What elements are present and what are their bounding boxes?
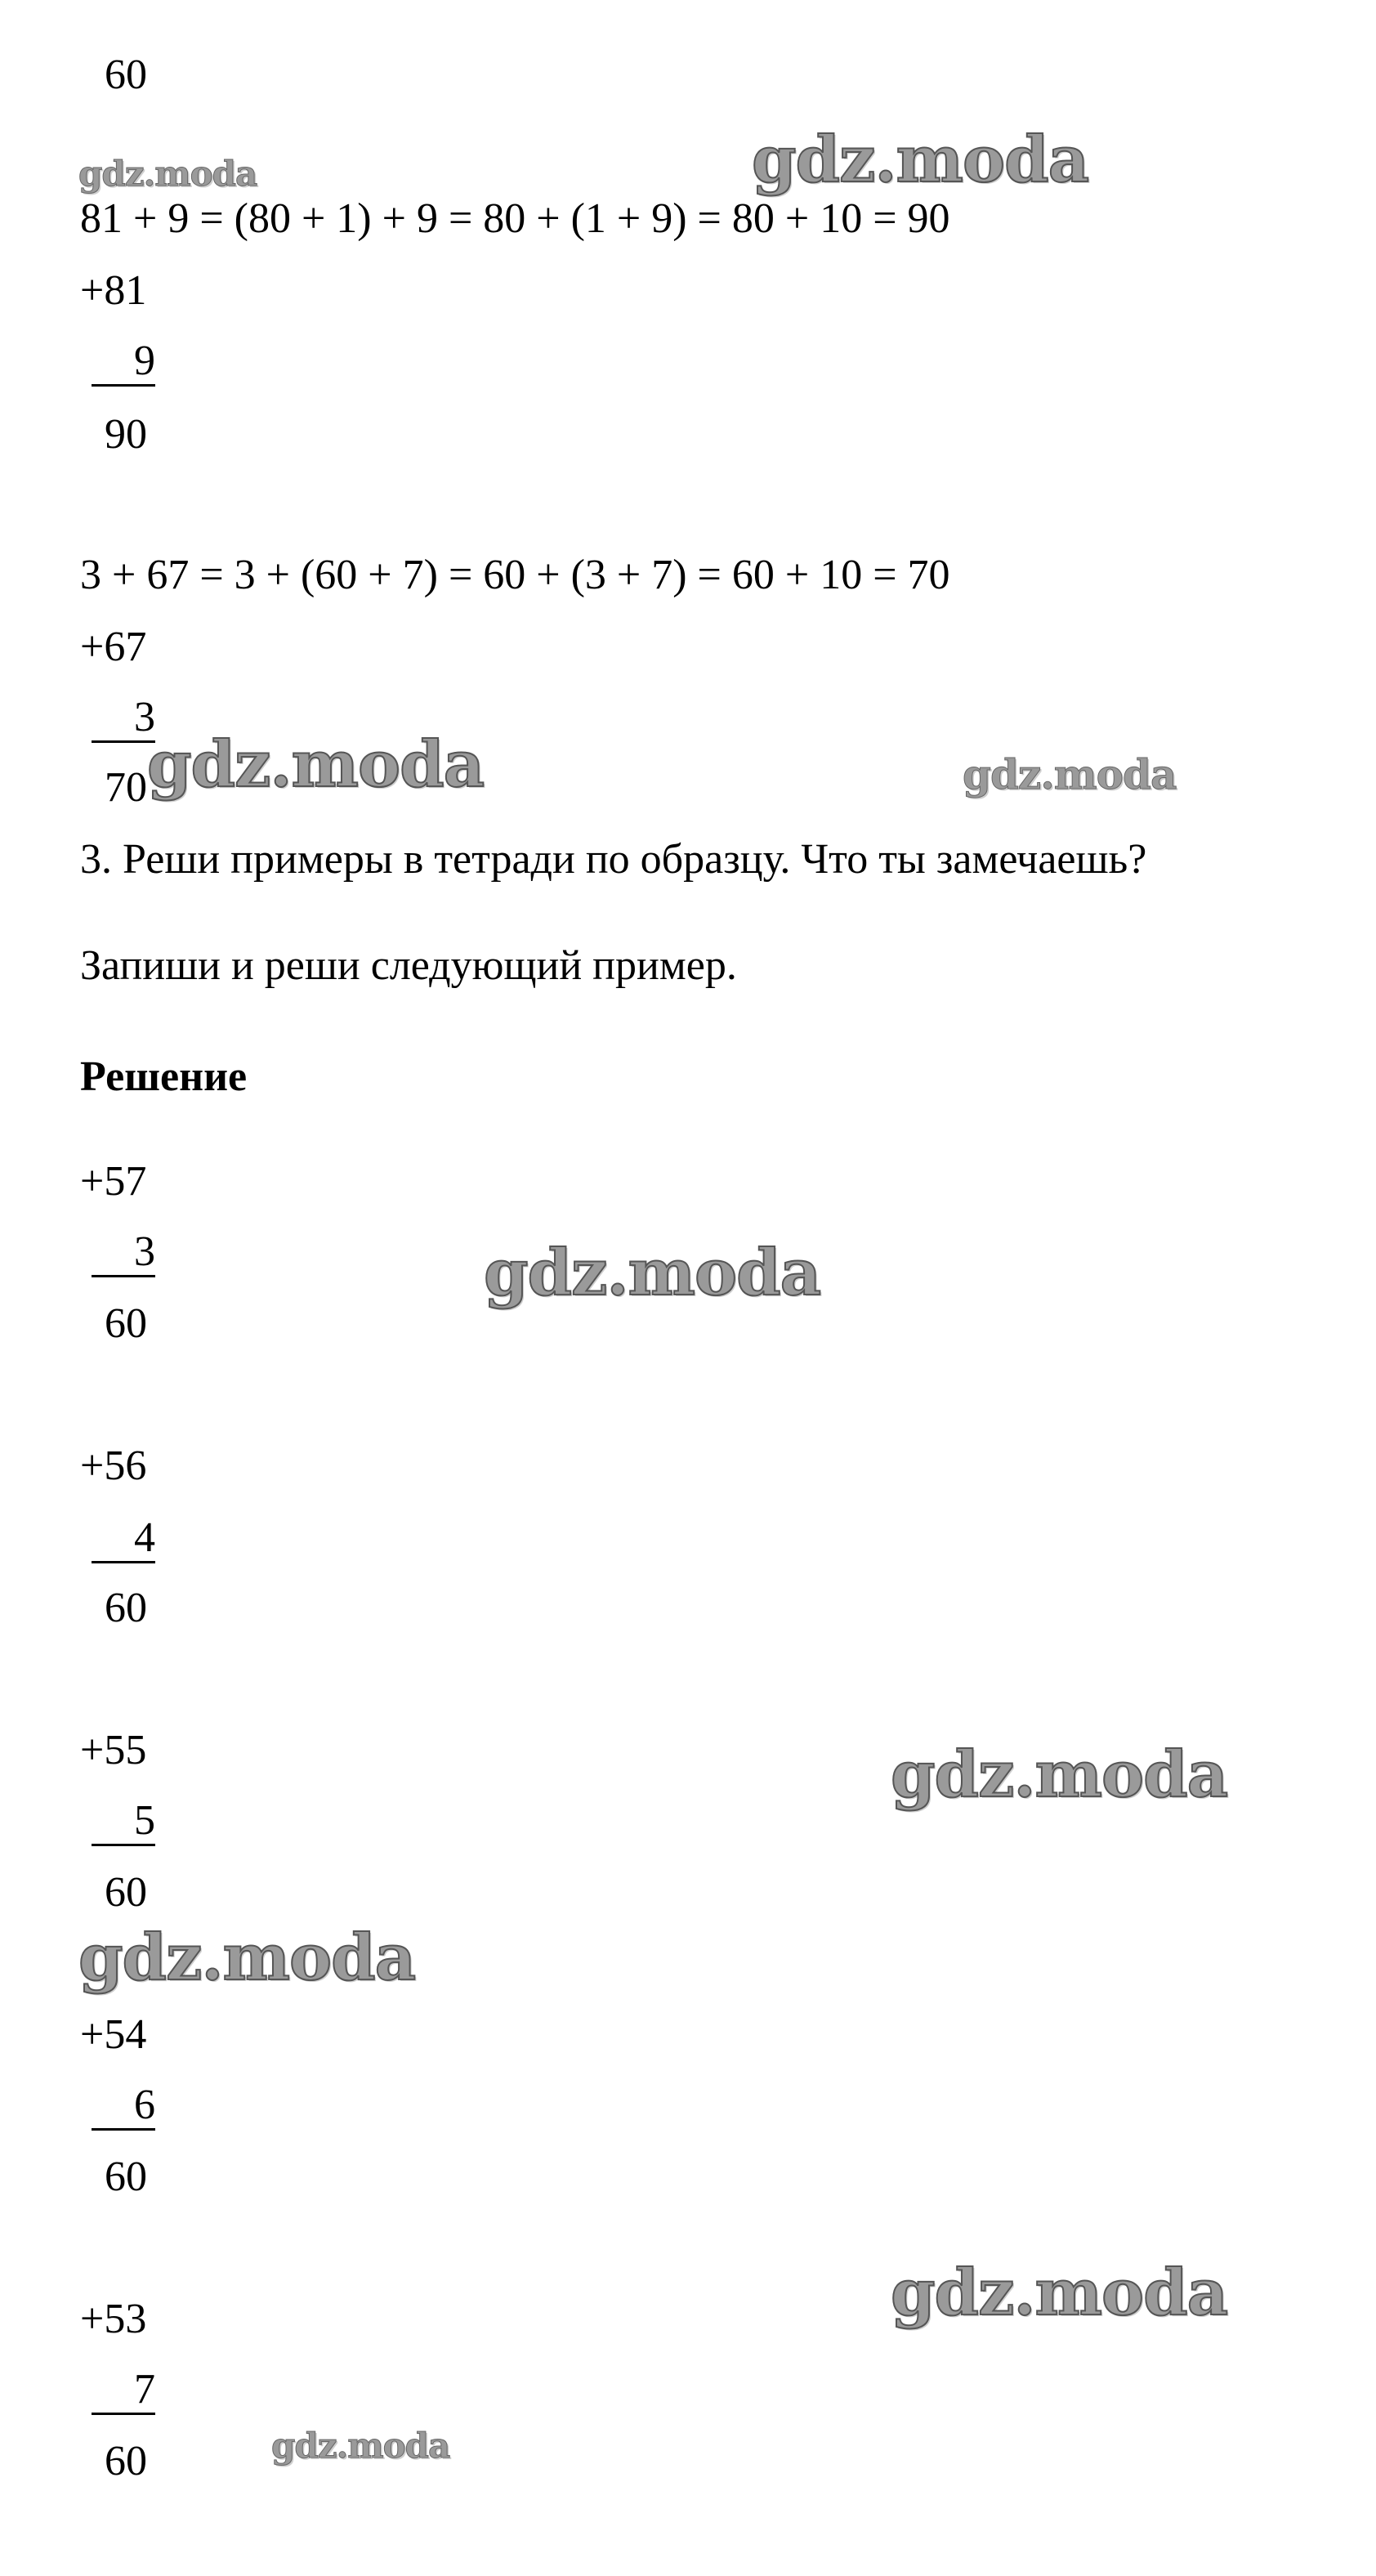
watermark: gdz.moda — [963, 750, 1177, 798]
solution-2-top: +56 — [80, 1442, 147, 1489]
solution-5-top: +53 — [80, 2296, 147, 2342]
solution-1-addend: 3 — [92, 1228, 155, 1277]
solution-4-result: 60 — [105, 2153, 147, 2200]
watermark: gdz.moda — [78, 1921, 416, 1995]
watermark: gdz.moda — [147, 727, 485, 802]
top-result: 60 — [105, 51, 147, 98]
example2-equation: 3 + 67 = 3 + (60 + 7) = 60 + (3 + 7) = 60 + 10 = 70 — [80, 552, 950, 598]
solution-heading: Решение — [80, 1053, 248, 1100]
example1-addend: 9 — [92, 337, 155, 387]
watermark: gdz.moda — [271, 2426, 450, 2466]
watermark: gdz.moda — [752, 123, 1089, 197]
example1-result: 90 — [105, 411, 147, 458]
example2-result: 70 — [105, 764, 147, 811]
example1-equation: 81 + 9 = (80 + 1) + 9 = 80 + (1 + 9) = 80 + 10 = 90 — [80, 195, 950, 242]
solution-2-result: 60 — [105, 1585, 147, 1631]
solution-4-top: +54 — [80, 2011, 147, 2058]
solution-3-addend: 5 — [92, 1796, 155, 1846]
watermark: gdz.moda — [78, 154, 257, 194]
solution-5-result: 60 — [105, 2438, 147, 2484]
task-line-1: 3. Реши примеры в тетради по образцу. Что ты замечаешь? — [80, 836, 1147, 883]
solution-4-addend: 6 — [92, 2081, 155, 2131]
example2-top: +67 — [80, 624, 147, 670]
solution-3-result: 60 — [105, 1869, 147, 1916]
solution-5-addend: 7 — [92, 2365, 155, 2415]
watermark: gdz.moda — [891, 2256, 1228, 2330]
solution-3-top: +55 — [80, 1727, 147, 1773]
solution-1-result: 60 — [105, 1300, 147, 1347]
task-line-2: Запиши и реши следующий пример. — [80, 942, 737, 989]
example2-addend: 3 — [92, 693, 155, 743]
example1-top: +81 — [80, 267, 147, 314]
watermark: gdz.moda — [484, 1236, 821, 1310]
solution-2-addend: 4 — [92, 1514, 155, 1563]
solution-1-top: +57 — [80, 1158, 147, 1205]
watermark: gdz.moda — [891, 1737, 1228, 1812]
